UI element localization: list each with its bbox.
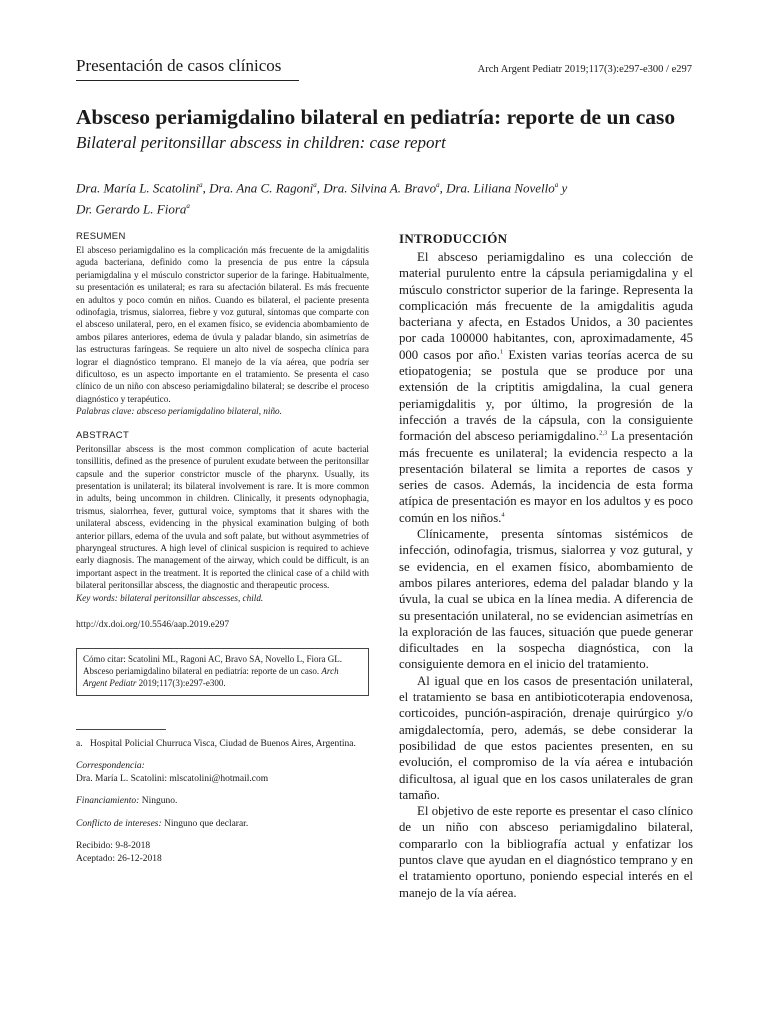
affiliation-text: Hospital Policial Churruca Visca, Ciudad de Buenos Aires, Argentina. bbox=[90, 738, 356, 749]
keywords-value: bilateral peritonsillar abscesses, child. bbox=[120, 592, 264, 603]
author-separator: , bbox=[316, 180, 324, 196]
article-title: Absceso periamigdalino bilateral en pediatría: reporte de un caso bbox=[76, 105, 676, 129]
conflict-label: Conflicto de intereses: bbox=[76, 818, 162, 829]
received-date: Recibido: 9-8-2018 bbox=[76, 841, 151, 852]
author-conjunction: y bbox=[558, 180, 568, 196]
correspondence-text: Dra. María L. Scatolini: mlscatolini@hotmail.com bbox=[76, 773, 269, 784]
author-name: Dra. María L. Scatolini bbox=[76, 180, 200, 196]
abstract-heading: ABSTRACT bbox=[76, 429, 130, 441]
reference-mark: 4 bbox=[501, 511, 505, 519]
journal-reference: Arch Argent Pediatr 2019;117(3):e297-e300 / e297 bbox=[477, 64, 692, 75]
affiliation-mark: a bbox=[554, 181, 559, 189]
section-name: Presentación de casos clínicos bbox=[76, 56, 282, 75]
intro-paragraph-1: El absceso periamigdalino es una colección de material purulento entre la cápsula periamigdalina y el músculo constrictor superior de la faringe. Representa la complicación más frecuente de la amigdalitis aguda bacteriana y afecta, en Estados Unidos, a 30 pacientes por cada 100000 habitantes, con, aproximadamente, 45 000 casos por año.$^1$ Existen varias teorías acerca de su etiopatogenia; se postula que se produce por una extensión de la criptitis amigdalina, la cual genera periamigdalitis y, por último, la progresión de la infección a través de la cápsula, con la consiguiente formación del absceso periamigdalino.$^{2,3}$ La presentación más frecuente es unilateral; la evidencia respecto a la presentación bilateral se limita a reportes de casos y series de casos. Además, la incidencia de esta forma atípica de presentación es mayor en los adultos y es poco común en los niños.$^4$ bbox=[399, 250, 693, 525]
affiliation-mark: a bbox=[199, 181, 203, 189]
abstract-keywords bbox=[76, 592, 369, 604]
affiliation-mark: a bbox=[436, 181, 440, 189]
author-name: Dra. Silvina A. Bravo bbox=[323, 180, 437, 196]
author-name: Dra. Liliana Novello bbox=[446, 180, 555, 196]
left-column bbox=[76, 231, 369, 865]
abstract-text: Peritonsillar abscess is the most common complication of acute bacterial tonsillitis, defined as the presence of purulent exudate between the peritonsillar capsule and the superior constrictor muscle of the pharynx. Usually, its presentation is unilateral; its bilateral involvement is rare. It is more common in adults, being uncommon in children. Clinically, it presents odynophagia, trismus, sialorrhea, fever, guttural voice, symptoms that it shares with the unilateral abscess, evidencing in the physical examination bulging of both anterior pillars, edema of the uvula and soft palate, but without asymmetries of pharyngeal structures. A high level of clinical suspicion is required to achieve early diagnosis. The management of the airway, which could be difficult, is an important aspect in the treatment. It is reported the clinical case of a child with bilateral peritonsillar abscess, the diagnostic and therapeutic process. bbox=[76, 443, 369, 591]
intro-heading: INTRODUCCIÓN bbox=[399, 231, 508, 246]
author-name: Dra. Ana C. Ragoni bbox=[209, 180, 314, 196]
resumen-heading: RESUMEN bbox=[76, 231, 126, 242]
citation-details: 2019;117(3):e297-e300. bbox=[136, 677, 226, 688]
resumen-section bbox=[76, 231, 369, 418]
keywords-label: Key words: bbox=[76, 592, 121, 603]
abstract-section bbox=[76, 430, 369, 604]
funding-note bbox=[76, 795, 369, 808]
reference-mark: 1 bbox=[499, 348, 504, 356]
keywords-value: absceso periamigdalino bilateral, niño. bbox=[136, 406, 282, 417]
conflict-note bbox=[76, 818, 369, 831]
resumen-keywords bbox=[76, 405, 369, 417]
intro-paragraph-4: El objetivo de este reporte es presentar el caso clínico de un niño con absceso periamigdalino bilateral, compararlo con la bibliografía actual y enfatizar los puntos clave que ayudan en el diagnóstico temprano y en el tratamiento oportuno, poniendo especial interés en el manejo de la vía aérea. bbox=[399, 804, 693, 900]
page-header bbox=[76, 56, 692, 82]
affiliation-note bbox=[76, 738, 369, 751]
correspondence-label: Correspondencia: bbox=[76, 761, 145, 772]
conflict-value: Ninguno que declarar. bbox=[161, 818, 249, 829]
affiliation-mark: a bbox=[186, 202, 190, 211]
citation-journal: Arch Argent Pediatr bbox=[83, 665, 339, 688]
citation-text: Cómo citar: Scatolini ML, Ragoni AC, Bravo SA, Novello L, Fiora GL. Absceso periamigdalino bilateral en pediatría: reporte de un caso. bbox=[83, 653, 342, 676]
author-list bbox=[76, 176, 636, 219]
reference-mark: 2,3 bbox=[599, 430, 608, 437]
accepted-date: Aceptado: 26-12-2018 bbox=[76, 853, 162, 864]
funding-label: Financiamiento: bbox=[76, 796, 140, 807]
resumen-text: El absceso periamigdalino es la complicación más frecuente de la amigdalitis aguda bacteriana, definido como la presencia de pus entre la cápsula periamigdalina y el músculo constrictor superior de la faringe. Habitualmente, su presentación es unilateral; es rara su afectación bilateral. Es más frecuente en adultos y poco común en niños. Cuando es bilateral, el paciente presenta odinofagia, trismus, sialorrea, fiebre y voz gutural, síntomas que comparte con el absceso unilateral, pero, en el examen físico, se evidencia abombamiento de ambos pilares anteriores, edema de úvula y paladar blando, sin asimetrías de las estructuras faríngeas. Se requiere un alto nivel de sospecha clínica para lograr el diagnóstico temprano. El manejo de la vía aérea, que podría ser dificultoso, es un aspecto importante en el tratamiento. Se presenta el caso clínico de un niño con absceso periamigdalino bilateral; se describe el proceso diagnóstico y terapéutico. bbox=[76, 245, 369, 404]
article-subtitle: Bilateral peritonsillar abscess in children: case report bbox=[76, 133, 446, 152]
keywords-label: Palabras clave: bbox=[76, 406, 137, 417]
footnote-rule bbox=[76, 729, 166, 730]
header-underline bbox=[76, 80, 299, 81]
author-separator: , bbox=[439, 180, 447, 196]
affiliation-note-mark: a. bbox=[76, 738, 83, 749]
author-separator: , bbox=[202, 180, 210, 196]
author-name: Dr. Gerardo L. Fiora bbox=[76, 201, 187, 217]
right-column bbox=[399, 231, 693, 901]
funding-value: Ninguno. bbox=[139, 796, 178, 807]
intro-paragraph-3: Al igual que en los casos de presentación unilateral, el tratamiento se basa en antibioticoterapia endovenosa, corticoides, punción-aspiración, drenaje quirúrgico y/o amigdalectomía, pero, además, se debe considerar la posibilidad de que estos pacientes presenten, en su evolución, el compromiso de la vía aérea e intubación dificultosa, al igual que en los casos unilaterales de gran tamaño. bbox=[399, 673, 693, 802]
doi-link[interactable]: http://dx.doi.org/10.5546/aap.2019.e297 bbox=[76, 619, 230, 630]
intro-paragraph-2: Clínicamente, presenta síntomas sistémicos de infección, odinofagia, trismus, sialorrea y voz gutural, y se evidencia, en el examen físico, abombamiento de ambos pilares anteriores, edema del paladar blando y la úvula, la cual se ubica en la línea media. A diferencia de su presentación unilateral, no se evidencian asimetrías en la exploración de las fauces, situación que puede generar dificultades en la sospecha diagnóstica, con la consiguiente demora en el inicio del tratamiento. bbox=[399, 527, 693, 672]
citation-box bbox=[76, 648, 369, 696]
affiliation-mark: a bbox=[313, 181, 317, 189]
